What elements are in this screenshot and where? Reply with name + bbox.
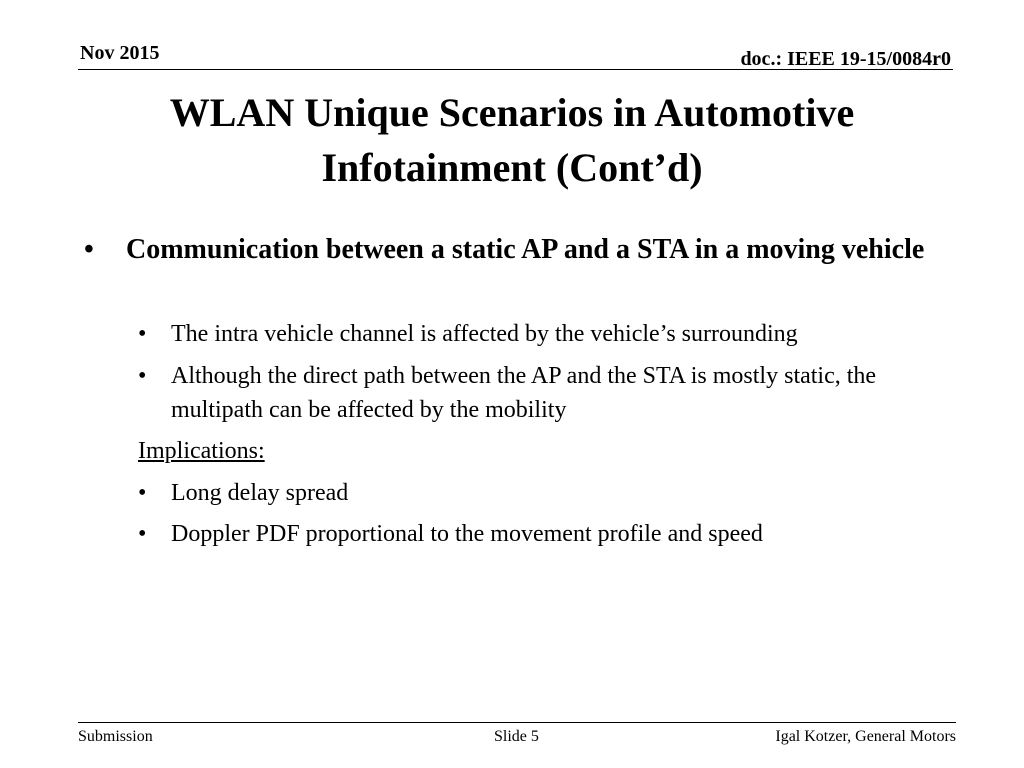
implication-text: Doppler PDF proportional to the movement profile and speed [171, 521, 763, 547]
footer-author: Igal Kotzer, General Motors [775, 728, 956, 745]
slide-title-line-2: Infotainment (Cont’d) [321, 145, 703, 190]
header-doc-id: doc.: IEEE 19-15/0084r0 [740, 48, 951, 70]
bullet-glyph: • [84, 234, 94, 265]
slide-title-line-1: WLAN Unique Scenarios in Automotive [169, 90, 855, 135]
footer-slide-number: Slide 5 [494, 728, 539, 745]
implication-bullet [138, 517, 938, 551]
sub-bullet [138, 317, 938, 351]
implications-label: Implications: [138, 438, 265, 464]
implication-text: Long delay spread [171, 480, 349, 506]
bullet-glyph: • [138, 321, 147, 347]
implication-bullet [138, 476, 938, 510]
sub-bullet-text: Although the direct path between the AP and the STA is mostly static, the multipath can be affected by the mobility [171, 363, 877, 423]
sub-bullet [138, 359, 938, 427]
footer-divider [78, 722, 956, 723]
sub-bullet-text: The intra vehicle channel is affected by the vehicle’s surrounding [171, 321, 798, 347]
bullet-level1 [84, 229, 944, 270]
bullet-glyph: • [138, 521, 147, 547]
bullet-glyph: • [138, 480, 147, 506]
footer-submission: Submission [78, 728, 153, 745]
header-date: Nov 2015 [80, 42, 160, 64]
bullet-glyph: • [138, 363, 147, 389]
bullet-level1-text: Communication between a static AP and a STA in a moving vehicle [126, 234, 925, 265]
